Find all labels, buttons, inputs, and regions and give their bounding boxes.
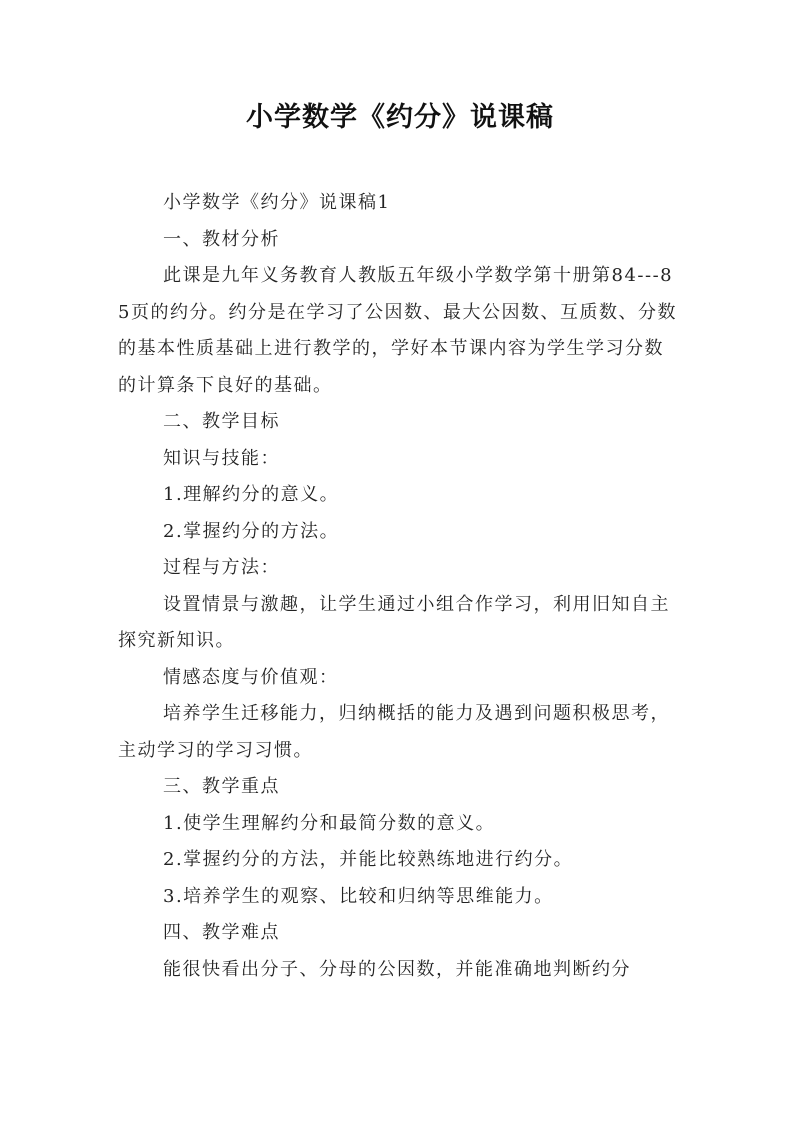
section-heading-4: 四、教学难点 bbox=[163, 922, 280, 943]
paragraph-7: 2.掌握约分的方法。 bbox=[163, 520, 340, 542]
section-heading-2: 二、教学目标 bbox=[163, 411, 280, 432]
paragraph-6: 1.理解约分的意义。 bbox=[163, 484, 340, 505]
paragraph-17: 能很快看出分子、分母的公因数，并能准确地判断约分 bbox=[163, 958, 631, 980]
paragraph-14: 2.掌握约分的方法，并能比较熟练地进行约分。 bbox=[163, 849, 574, 870]
paragraph-1: 小学数学《约分》说课稿1 bbox=[163, 192, 391, 213]
document-body bbox=[118, 185, 682, 988]
paragraph-13: 1.使学生理解约分和最简分数的意义。 bbox=[163, 812, 496, 834]
document-title: 小学数学《约分》说课稿 bbox=[246, 102, 554, 133]
section-heading-1: 一、教材分析 bbox=[163, 228, 280, 250]
paragraph-3: 此课是九年义务教育人教版五年级小学数学第十册第84---85页的约分。约分是在学习了公因数、最大公因数、互质数、分数的基本性质基础上进行教学的，学好本节课内容为学生学习分数的计算条下良好的基础。 bbox=[118, 265, 677, 396]
paragraph-10: 情感态度与价值观： bbox=[163, 666, 339, 688]
paragraph-8: 过程与方法： bbox=[163, 557, 280, 578]
paragraph-9: 设置情景与激趣，让学生通过小组合作学习，利用旧知自主探究新知识。 bbox=[118, 593, 670, 651]
paragraph-15: 3.培养学生的观察、比较和归纳等思维能力。 bbox=[163, 885, 554, 907]
paragraph-11: 培养学生迁移能力，归纳概括的能力及遇到问题积极思考，主动学习的学习习惯。 bbox=[118, 703, 670, 761]
section-heading-3: 三、教学重点 bbox=[163, 776, 280, 797]
paragraph-5: 知识与技能： bbox=[163, 447, 280, 469]
